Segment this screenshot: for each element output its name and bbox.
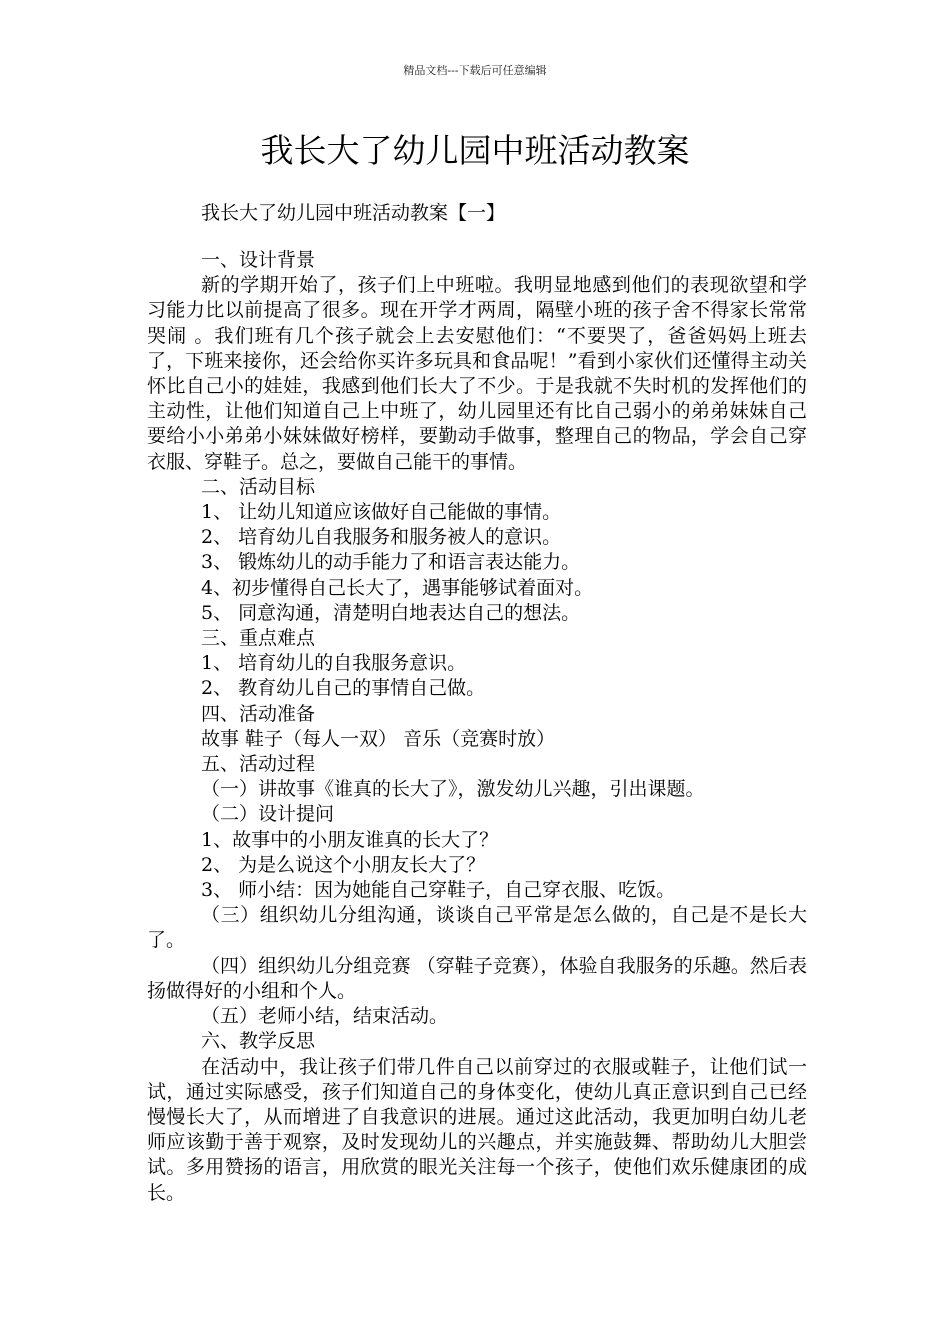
question-item: 2、 为是么说这个小朋友长大了？ [201, 853, 486, 876]
question-item: 3、 师小结：因为她能自己穿鞋子，自己穿衣服、吃饭。 [201, 879, 676, 902]
goal-item: 5、 同意沟通，清楚明白地表达自己的想法。 [201, 601, 581, 624]
reflection-paragraph: 在活动中，我让孩子们带几件自己以前穿过的衣服或鞋子，让他们试一试，通过实际感受，孩子们知道自己的身体变化，使幼儿真正意识到自己已经慢慢长大了，从而增进了自我意识的进展。通过这此活动，我更加明白幼儿老师应该勤于善于观察，及时发现幼儿的兴趣点，并实施鼓舞、帮助幼儿大胆尝试。多用赞扬的语言，用欣赏的眼光关注每一个孩子，使他们欢乐健康团的成长。 [147, 1055, 807, 1204]
question-item: 1、故事中的小朋友谁真的长大了？ [201, 828, 499, 851]
process-step: （四）组织幼儿分组竞赛 （穿鞋子竞赛），体验自我服务的乐趣。然后表扬做得好的小组和个人。 [147, 954, 807, 1002]
section-heading-process: 五、活动过程 [201, 753, 316, 776]
document-body [147, 248, 807, 1206]
section-heading-preparation: 四、活动准备 [201, 702, 316, 725]
goal-item: 3、 锻炼幼儿的动手能力了和语言表达能力。 [201, 551, 581, 574]
process-step: （三）组织幼儿分组沟通，谈谈自己平常是怎么做的，自己是不是长大了。 [147, 904, 807, 952]
process-step: （一）讲故事《谁真的长大了》，激发幼儿兴趣，引出课题。 [201, 778, 705, 801]
document-subtitle: 我长大了幼儿园中班活动教案【一】 [201, 202, 506, 224]
key-point-item: 1、 培育幼儿的自我服务意识。 [201, 652, 467, 675]
section-heading-goals: 二、活动目标 [201, 475, 316, 498]
background-paragraph: 新的学期开始了，孩子们上中班啦。我明显地感到他们的表现欲望和学习能力比以前提高了很多。现在开学才两周，隔壁小班的孩子舍不得家长常常哭闹 。我们班有几个孩子就会上去安慰他们：“不要哭了，爸爸妈妈上班去了，下班来接你，还会给你买许多玩具和食品呢！”看到小家伙们还懂得主动关怀比自己小的娃娃，我感到他们长大了不少。于是我就不失时机的发挥他们的主动性，让他们知道自己上中班了，幼儿园里还有比自己弱小的弟弟妹妹自己要给小小弟弟小妹妹做好榜样，要勤动手做事，整理自己的物品，学会自己穿衣服、穿鞋子。总之，要做自己能干的事情。 [147, 274, 807, 473]
preparation-text: 故事 鞋子（每人一双） 音乐（竞赛时放） [201, 727, 556, 750]
process-step: （二）设计提问 [201, 803, 335, 826]
document-title: 我长大了幼儿园中班活动教案 [260, 131, 690, 170]
goal-item: 1、 让幼儿知道应该做好自己能做的事情。 [201, 501, 562, 524]
key-point-item: 2、 教育幼儿自己的事情自己做。 [201, 677, 486, 700]
section-heading-key-points: 三、重点难点 [201, 627, 316, 650]
section-heading-reflection: 六、教学反思 [201, 1030, 316, 1053]
section-heading-background: 一、设计背景 [201, 249, 316, 271]
goal-item: 4、初步懂得自己长大了，遇事能够试着面对。 [201, 576, 594, 599]
process-step: （五）老师小结，结束活动。 [201, 1005, 449, 1028]
header-note: 精品文档---下载后可任意编辑 [403, 64, 547, 77]
goal-item: 2、 培育幼儿自我服务和服务被人的意识。 [201, 526, 562, 549]
